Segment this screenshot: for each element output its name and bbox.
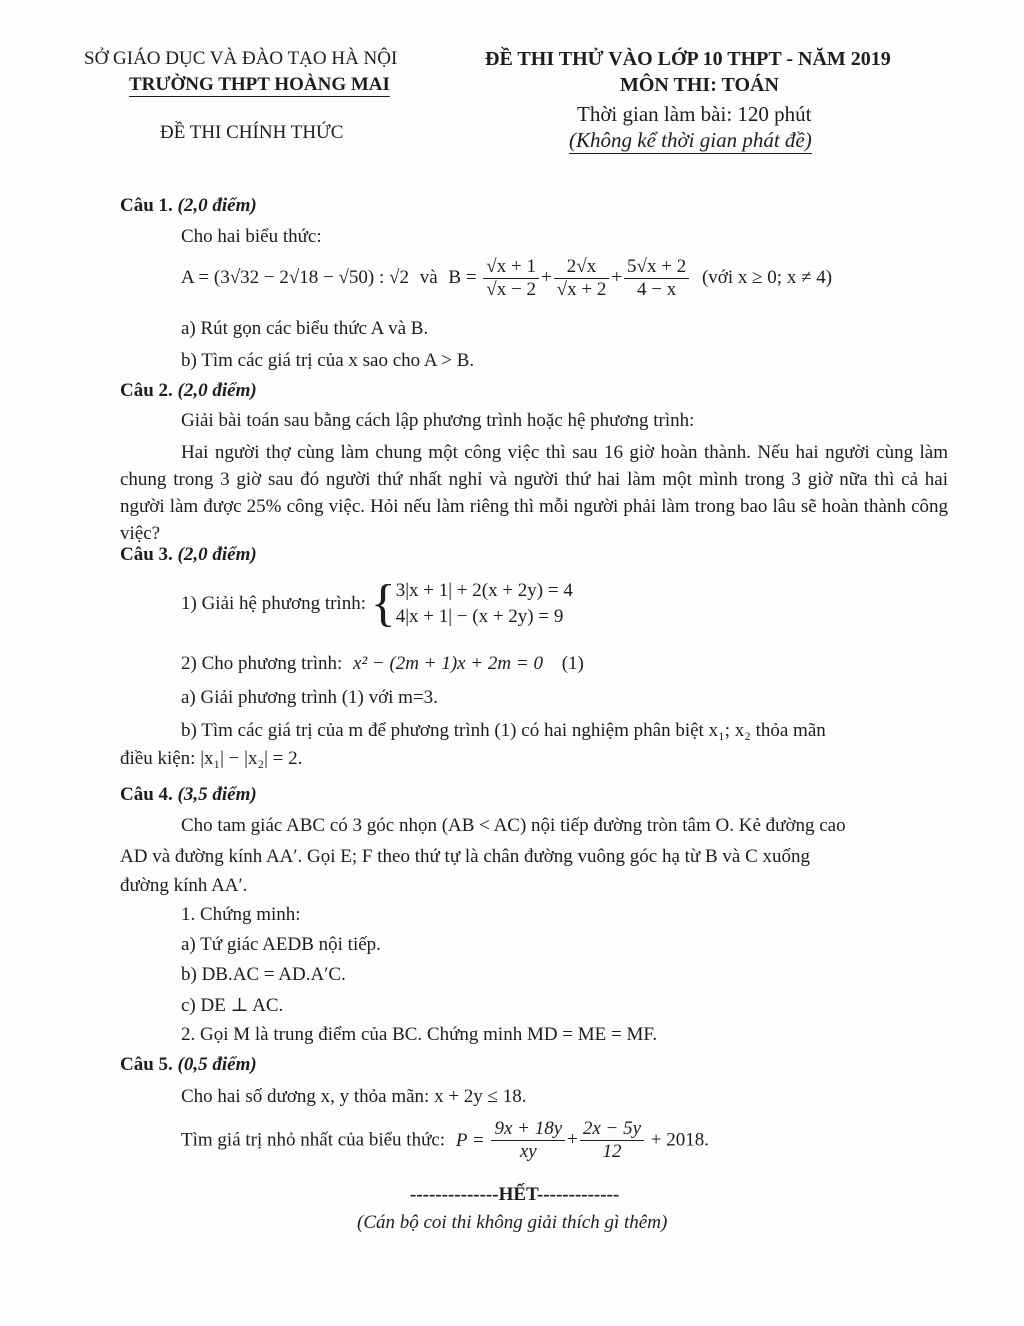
exam-time: Thời gian làm bài: 120 phút [577,102,812,126]
fraction-b1: $\frac{√x + 1}{√x - 2}$ [483,256,539,301]
question-5-heading: Câu 5. (0,5 điểm) [120,1054,257,1075]
exam-title: ĐỀ THI THỬ VÀO LỚP 10 THPT - NĂM 2019 [485,48,891,70]
subject-title: MÔN THI: TOÁN [620,74,779,96]
school-name: TRƯỜNG THPT HOÀNG MAI [129,74,390,95]
q3-system: 1) Giải hệ phương trình: { 3|x + 1| + 2(x + 2y) = 4 4|x + 1| − (x + 2y) = 9 [181,575,573,632]
q4-prove: 1. Chứng minh: [181,904,301,925]
q4-part-c: c) DE ⊥ AC. [181,995,284,1016]
question-3-heading: Câu 3. (2,0 điểm) [120,544,257,565]
q3-part-a: a) Giải phương trình (1) với m=3. [181,687,438,708]
q4-part-b: b) DB.AC = AD.A′C. [181,964,346,985]
question-1-heading: Câu 1. (2,0 điểm) [120,195,257,216]
expression-a: A = (3√32 − 2√18 − √50) : √2 [181,266,409,288]
end-marker: --------------HẾT------------- [410,1184,620,1205]
q4-line-2: AD và đường kính AA′. Gọi E; F theo thứ tự là chân đường vuông góc hạ từ B và C xuống [120,846,811,867]
fraction-p2: $\frac{2x - 5y}{12}$ [580,1118,644,1163]
q3-part-b: b) Tìm các giá trị của m để phương trình (1) có hai nghiệm phân biệt x₁; x₂ thỏa mãn [181,720,826,741]
q1-intro: Cho hai biểu thức: [181,226,322,247]
q4-part-a: a) Tứ giác AEDB nội tiếp. [181,934,381,955]
system-equation-1: 3|x + 1| + 2(x + 2y) = 4 [395,580,573,601]
q2-problem: Hai người thợ cùng làm chung một công việc thì sau 16 giờ hoàn thành. Nếu hai người cùng làm chung trong 3 giờ sau đó người thứ nhất nghỉ và người thứ hai làm một mình trong 3 giờ nữa thì cả hai người làm được 25% công việc. Hỏi nếu làm riêng thì mỗi người phải làm trong bao lâu sẽ hoàn thành công việc? [120,442,948,544]
department-name: SỞ GIÁO DỤC VÀ ĐÀO TẠO HÀ NỘI [84,48,398,69]
q4-part-2: 2. Gọi M là trung điểm của BC. Chứng minh MD = ME = MF. [181,1024,658,1045]
exam-time-note: (Không kể thời gian phát đề) [569,128,812,152]
q5-expression: Tìm giá trị nhỏ nhất của biểu thức: P = $\frac{9x + 18y}{xy}$ + $\frac{2x - 5y}{12}$ + 2018. [181,1118,709,1162]
q2-intro: Giải bài toán sau bằng cách lập phương trình hoặc hệ phương trình: [181,410,695,431]
quadratic-equation: x² − (2m + 1)x + 2m = 0 [353,653,543,674]
q4-line-1: Cho tam giác ABC có 3 góc nhọn (AB < AC) nội tiếp đường tròn tâm O. Kẻ đường cao [181,815,846,836]
q1-expressions: A = (3√32 − 2√18 − √50) : √2 và B = $\frac{√x + 1}{√x - 2}$ + $\frac{2√x}{√x + 2}$ + $\frac{5√x + 2}{4 - x}$ (với x ≥ 0; x ≠ 4) [181,256,833,300]
q1-part-a: a) Rút gọn các biểu thức A và B. [181,318,429,339]
q5-line-1: Cho hai số dương x, y thỏa mãn: x + 2y ≤ 18. [181,1086,527,1107]
q3-part-b-condition: điều kiện: |x₁| − |x₂| = 2. [120,748,303,769]
q1-condition: (với x ≥ 0; x ≠ 4) [701,266,833,288]
fraction-b3: $\frac{5√x + 2}{4 - x}$ [624,256,689,301]
official-label: ĐỀ THI CHÍNH THỨC [160,122,344,143]
q1-part-b: b) Tìm các giá trị của x sao cho A > B. [181,350,475,371]
question-4-heading: Câu 4. (3,5 điểm) [120,784,257,805]
system-equation-2: 4|x + 1| − (x + 2y) = 9 [395,606,564,627]
q3-equation: 2) Cho phương trình: x² − (2m + 1)x + 2m = 0 (1) [181,653,584,674]
q4-line-3: đường kính AA′. [120,875,248,896]
system-brace: { [370,575,396,632]
fraction-b2: $\frac{2√x}{√x + 2}$ [554,256,610,301]
footer-note: (Cán bộ coi thi không giải thích gì thêm) [357,1212,668,1233]
fraction-p1: $\frac{9x + 18y}{xy}$ [491,1118,565,1163]
question-2-heading: Câu 2. (2,0 điểm) [120,380,257,401]
